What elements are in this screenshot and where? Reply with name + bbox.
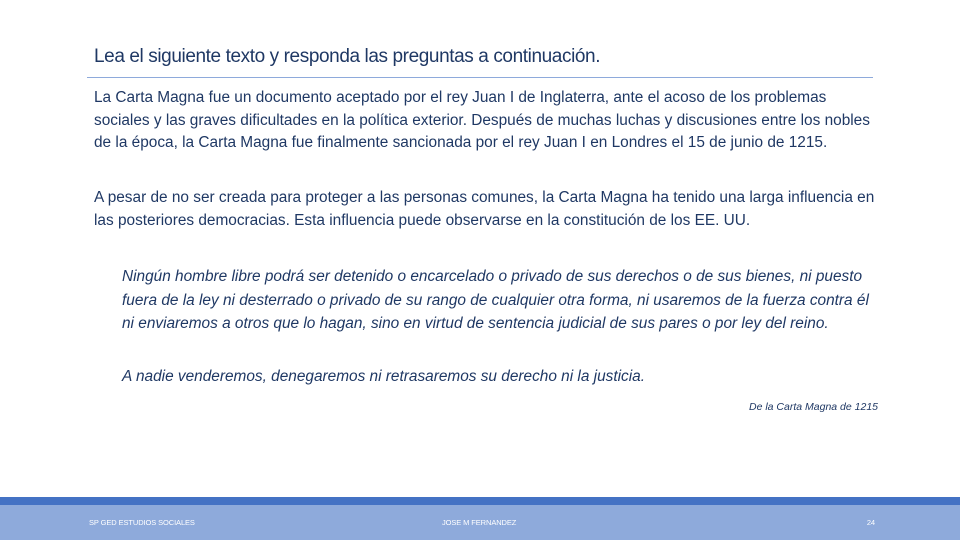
- page-number: 24: [866, 518, 875, 527]
- footer-accent-line: [0, 497, 960, 505]
- quote-attribution: De la Carta Magna de 1215: [749, 401, 878, 413]
- quote-1: Ningún hombre libre podrá ser detenido o encarcelado o privado de sus derechos o de sus bienes, ni puesto fuera de la ley ni desterrado o privado de su rango de cualquier otra forma, ni usaremos de la fuerza contra él ni enviaremos a otros que lo hagan, sino en virtud de sentencia judicial de sus pares o por ley del reino.: [122, 268, 869, 332]
- paragraph-1: La Carta Magna fue un documento aceptado por el rey Juan I de Inglaterra, ante el acoso de los problemas sociales y las graves dificultades en la política exterior. Después de muchas luchas y discusiones entre los nobles de la época, la Carta Magna fue finalmente sancionada por el rey Juan I en Londres el 15 de junio de 1215.: [94, 89, 870, 151]
- paragraph-2: A pesar de no ser creada para proteger a las personas comunes, la Carta Magna ha tenido una larga influencia en las posteriores democracias. Esta influencia puede observarse en la constitución de los EE. UU.: [94, 189, 875, 229]
- slide-title: Lea el siguiente texto y responda las preguntas a continuación.: [94, 46, 601, 67]
- footer-course-label: SP GED ESTUDIOS SOCIALES: [89, 518, 195, 527]
- quote-2: A nadie venderemos, denegaremos ni retrasaremos su derecho ni la justicia.: [122, 368, 645, 385]
- title-divider: [87, 77, 873, 78]
- footer-author: JOSE M FERNANDEZ: [442, 518, 517, 527]
- footer: [0, 505, 960, 540]
